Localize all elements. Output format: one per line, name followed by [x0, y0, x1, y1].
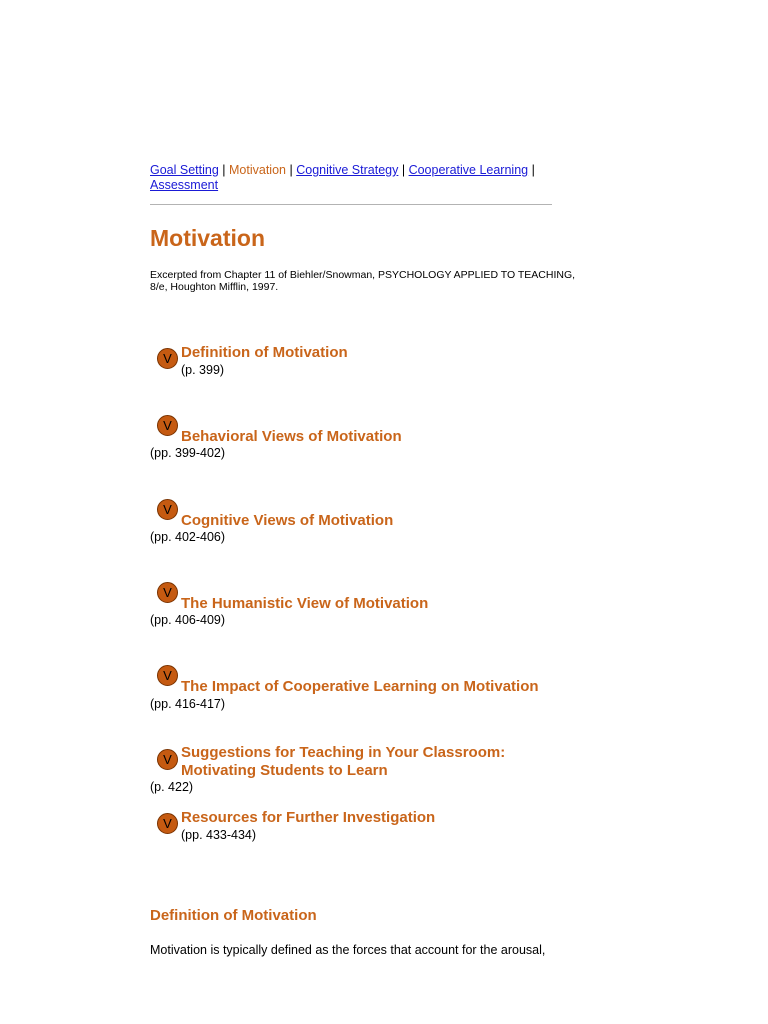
toc-link-cooperative[interactable]: The Impact of Cooperative Learning on Motivation [181, 678, 539, 695]
page-title: Motivation [150, 225, 265, 251]
toc-pages: (pp. 433-434) [181, 828, 257, 842]
bullet-icon[interactable]: V [157, 665, 178, 686]
nav-link-goal-setting[interactable]: Goal Setting [150, 163, 219, 177]
bullet-icon[interactable]: V [157, 582, 178, 603]
nav-current-motivation: Motivation [229, 163, 286, 177]
toc-link-behavioral[interactable]: Behavioral Views of Motivation [181, 428, 402, 445]
toc-link-resources[interactable]: Resources for Further Investigation [181, 809, 436, 826]
toc-pages: (p. 399) [181, 363, 225, 377]
toc-link-suggestions[interactable]: Suggestions for Teaching in Your Classroom: [181, 744, 506, 761]
nav-separator: | [222, 163, 230, 177]
toc-link-definition[interactable]: Definition of Motivation [181, 344, 348, 361]
nav-bar [150, 163, 570, 192]
section-body-text: Motivation is typically defined as the forces that account for the arousal, [150, 943, 546, 957]
toc-link-suggestions-line2[interactable]: Motivating Students to Learn [181, 762, 388, 779]
toc-pages: (pp. 416-417) [150, 697, 226, 711]
nav-separator: | [531, 163, 535, 177]
nav-separator: | [401, 163, 409, 177]
bullet-icon[interactable]: V [157, 749, 178, 770]
nav-separator: | [289, 163, 297, 177]
excerpt-note: Excerpted from Chapter 11 of Biehler/Snowman, PSYCHOLOGY APPLIED TO TEACHING, 8/e, Houghton Mifflin, 1997. [150, 269, 576, 293]
bullet-icon[interactable]: V [157, 813, 178, 834]
nav-link-assessment[interactable]: Assessment [150, 177, 219, 192]
nav-link-cooperative-learning[interactable]: Cooperative Learning [408, 163, 529, 177]
toc-pages: (pp. 406-409) [150, 613, 226, 627]
nav-link-cognitive-strategy[interactable]: Cognitive Strategy [296, 163, 399, 177]
bullet-icon[interactable]: V [157, 499, 178, 520]
toc-pages: (pp. 399-402) [150, 446, 226, 460]
toc-pages: (p. 422) [150, 780, 194, 794]
bullet-icon[interactable]: V [157, 415, 178, 436]
toc-pages: (pp. 402-406) [150, 530, 226, 544]
bullet-icon[interactable]: V [157, 348, 178, 369]
toc-link-humanistic[interactable]: The Humanistic View of Motivation [181, 595, 429, 612]
section-heading: Definition of Motivation [150, 907, 317, 924]
divider [150, 204, 552, 205]
toc-link-cognitive[interactable]: Cognitive Views of Motivation [181, 512, 394, 529]
